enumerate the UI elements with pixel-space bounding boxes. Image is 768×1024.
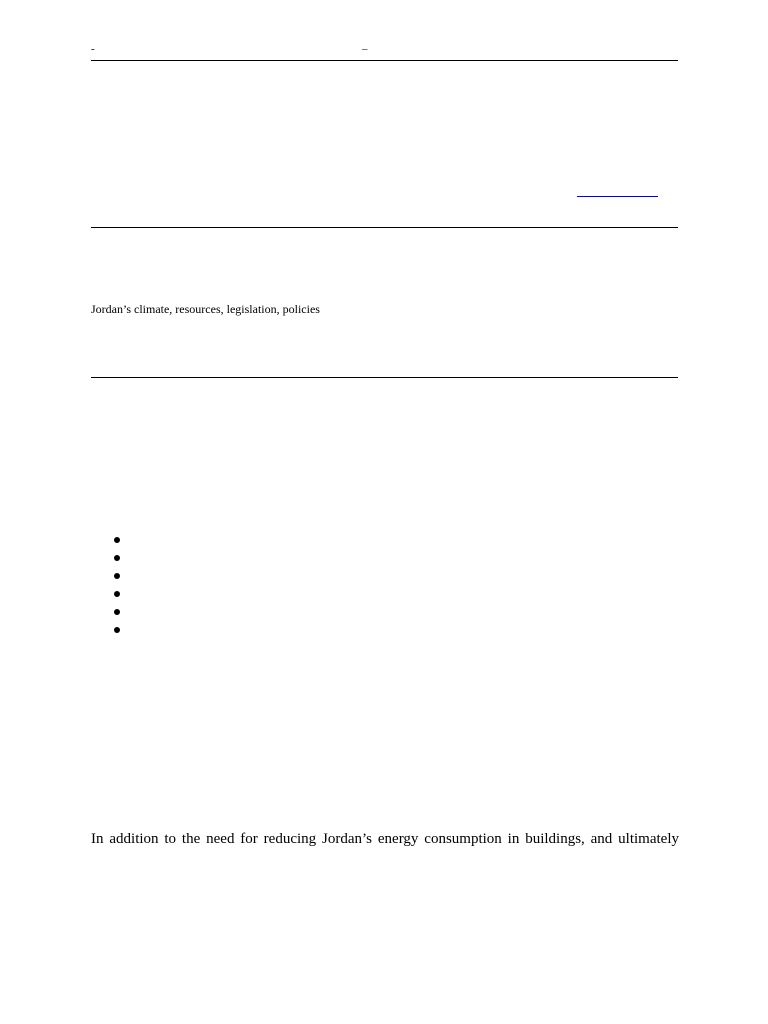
hyperlink-underline[interactable] [577,196,658,197]
keywords-line: Jordan’s climate, resources, legislation, policies [91,302,320,316]
section-rule-top [91,227,678,228]
header-left-mark: - [91,43,95,55]
bullet-icon [114,537,120,543]
bullet-icon [114,627,120,633]
header-rule [91,60,678,61]
bullet-icon [114,573,120,579]
header-center-mark: – [362,43,368,55]
bullet-icon [114,591,120,597]
bullet-icon [114,609,120,615]
section-rule-bottom [91,377,678,378]
body-paragraph-line: In addition to the need for reducing Jordan’s energy consumption in buildings, and ultimately [91,831,679,847]
bullet-icon [114,555,120,561]
